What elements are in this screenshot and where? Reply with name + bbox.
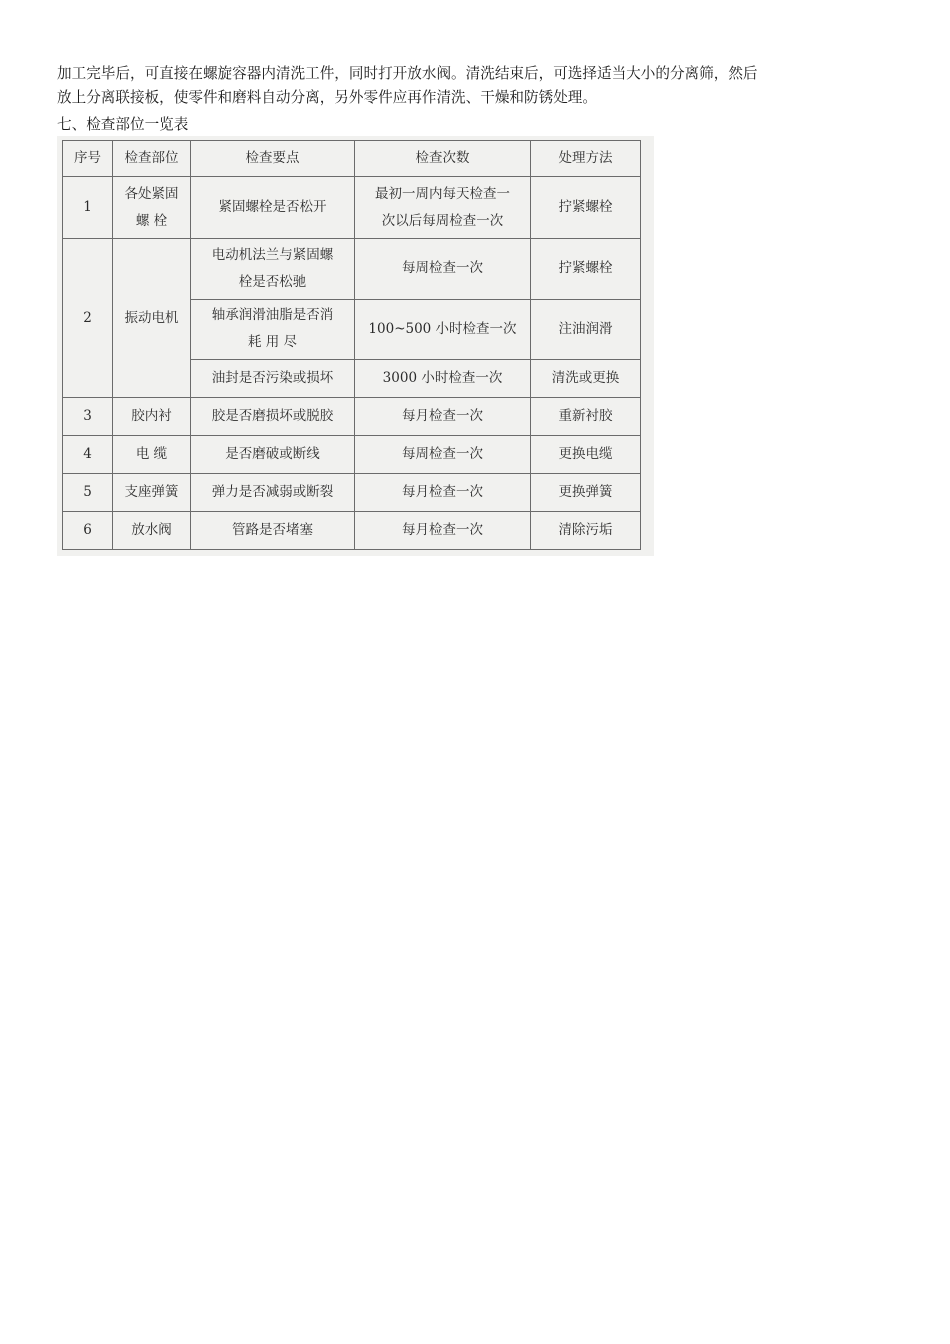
table-row <box>63 239 641 299</box>
cell-point: 是否磨破或断线 <box>191 436 355 473</box>
cell-part: 振动电机 <box>113 239 191 398</box>
cell-point: 电动机法兰与紧固螺 栓是否松驰 <box>191 239 355 299</box>
cell-no: 4 <box>63 436 113 473</box>
cell-frequency: 100~500 小时检查一次 <box>355 299 531 359</box>
cell-no: 6 <box>63 511 113 549</box>
cell-method: 重新衬胶 <box>531 398 641 436</box>
inspection-table-image <box>57 136 654 556</box>
cell-method: 拧紧螺栓 <box>531 239 641 299</box>
cell-no: 5 <box>63 473 113 511</box>
cell-part: 支座弹簧 <box>113 473 191 511</box>
cell-frequency: 每月检查一次 <box>355 398 531 436</box>
header-frequency: 检查次数 <box>355 141 531 177</box>
cell-part: 胶内衬 <box>113 398 191 436</box>
cell-part: 各处紧固 螺 栓 <box>113 177 191 239</box>
cell-method: 清除污垢 <box>531 511 641 549</box>
cell-method: 更换弹簧 <box>531 473 641 511</box>
cell-method: 注油润滑 <box>531 299 641 359</box>
header-point: 检查要点 <box>191 141 355 177</box>
table-header-row <box>63 141 641 177</box>
cell-frequency: 每周检查一次 <box>355 436 531 473</box>
table-row <box>63 436 641 473</box>
cell-method: 清洗或更换 <box>531 359 641 397</box>
header-part: 检查部位 <box>113 141 191 177</box>
body-paragraph <box>57 62 897 110</box>
cell-point: 紧固螺栓是否松开 <box>191 177 355 239</box>
cell-frequency: 每月检查一次 <box>355 473 531 511</box>
table-row <box>63 473 641 511</box>
inspection-table <box>62 140 641 550</box>
cell-no: 3 <box>63 398 113 436</box>
cell-point: 胶是否磨损坏或脱胶 <box>191 398 355 436</box>
cell-no: 1 <box>63 177 113 239</box>
paragraph-line-2: 放上分离联接板，使零件和磨料自动分离，另外零件应再作清洗、干燥和防锈处理。 <box>57 89 597 106</box>
table-row <box>63 177 641 239</box>
cell-method: 拧紧螺栓 <box>531 177 641 239</box>
cell-frequency: 3000 小时检查一次 <box>355 359 531 397</box>
cell-frequency: 最初一周内每天检查一 次以后每周检查一次 <box>355 177 531 239</box>
section-title: 七、检查部位一览表 <box>57 116 189 133</box>
cell-point: 弹力是否减弱或断裂 <box>191 473 355 511</box>
table-row <box>63 511 641 549</box>
header-no: 序号 <box>63 141 113 177</box>
cell-point: 轴承润滑油脂是否消 耗 用 尽 <box>191 299 355 359</box>
paragraph-line-1: 加工完毕后，可直接在螺旋容器内清洗工件，同时打开放水阀。清洗结束后，可选择适当大小的分离筛，然后 <box>57 65 758 82</box>
cell-frequency: 每周检查一次 <box>355 239 531 299</box>
cell-part: 电 缆 <box>113 436 191 473</box>
cell-point: 油封是否污染或损坏 <box>191 359 355 397</box>
table-row <box>63 398 641 436</box>
header-method: 处理方法 <box>531 141 641 177</box>
cell-part: 放水阀 <box>113 511 191 549</box>
cell-no: 2 <box>63 239 113 398</box>
cell-frequency: 每月检查一次 <box>355 511 531 549</box>
cell-point: 管路是否堵塞 <box>191 511 355 549</box>
cell-method: 更换电缆 <box>531 436 641 473</box>
